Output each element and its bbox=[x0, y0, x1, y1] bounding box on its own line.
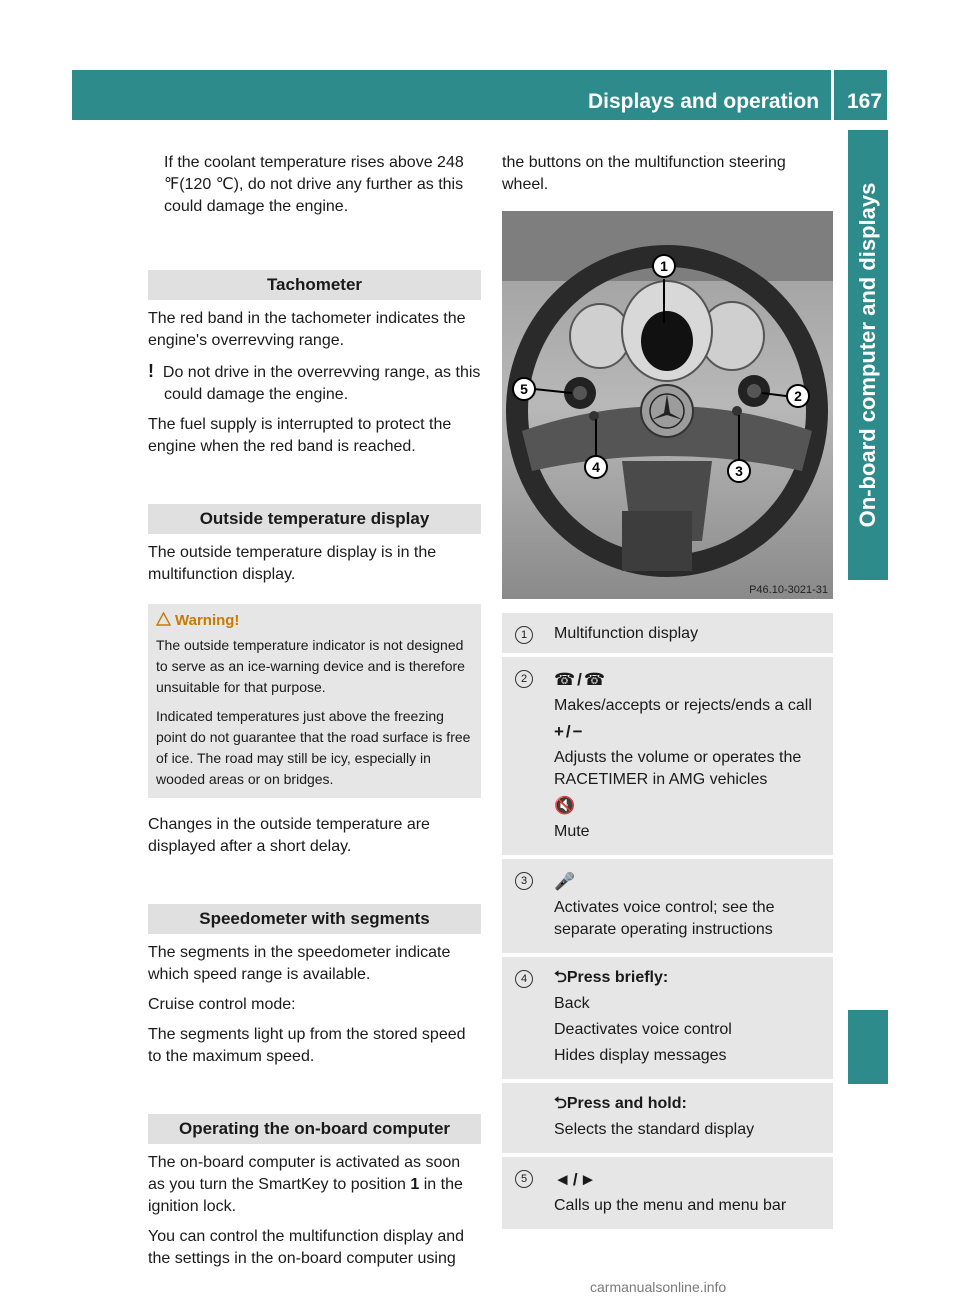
legend-table bbox=[502, 609, 833, 1233]
side-tab-label: On-board computer and displays bbox=[855, 182, 880, 528]
back-icon: ⮌ bbox=[554, 969, 567, 986]
callout-1 bbox=[653, 255, 675, 277]
legend-number: 5 bbox=[515, 1170, 533, 1188]
footer-watermark[interactable]: carmanualsonline.info bbox=[590, 1279, 727, 1295]
outside-temp-p2: Changes in the outside temperature are displayed after a short delay. bbox=[148, 816, 430, 855]
volume-icon: +/− bbox=[554, 722, 585, 741]
warning-p1: The outside temperature indicator is not designed to serve as an ice-warning device and is therefore unsuitable for that purpose. bbox=[156, 637, 465, 695]
coolant-note: If the coolant temperature rises above 248 ℉(120 ℃), do not drive any further as this could damage the engine. bbox=[164, 154, 464, 215]
svg-text:1: 1 bbox=[660, 258, 668, 274]
menu-arrows-icon: ◄/► bbox=[554, 1170, 599, 1189]
obc-p2: You can control the multifunction display and the settings in the on-board computer using bbox=[148, 1228, 465, 1267]
obc-heading: Operating the on-board computer bbox=[148, 1114, 481, 1144]
header-separator bbox=[831, 70, 834, 120]
phone-icon: ☎/☎ bbox=[554, 670, 608, 689]
obc-p1-post: in the ignition lock. bbox=[148, 1176, 463, 1215]
warning-title-text: Warning! bbox=[175, 612, 240, 629]
figure-code: P46.10-3021-31 bbox=[749, 584, 828, 596]
left-column bbox=[148, 152, 481, 1278]
tachometer-p1: The red band in the tachometer indicates the engine's overrevving range. bbox=[148, 310, 466, 349]
tachometer-p2: The fuel supply is interrupted to protect the engine when the red band is reached. bbox=[148, 416, 452, 455]
legend-number: 4 bbox=[515, 970, 533, 988]
mute-icon: 🔇 bbox=[554, 796, 578, 815]
svg-text:4: 4 bbox=[592, 459, 600, 475]
legend-text: Deactivates voice control bbox=[554, 1021, 732, 1038]
legend-number: 1 bbox=[515, 626, 533, 644]
speedometer-p1: The segments in the speedometer indicate which speed range is available. bbox=[148, 944, 451, 983]
callout-2 bbox=[787, 385, 809, 407]
speedometer-p3: The segments light up from the stored speed to the maximum speed. bbox=[148, 1026, 466, 1065]
outside-temp-p1: The outside temperature display is in the multifunction display. bbox=[148, 544, 437, 583]
legend-number: 2 bbox=[515, 670, 533, 688]
legend-text: Makes/accepts or rejects/ends a call bbox=[554, 697, 812, 714]
legend-text: Adjusts the volume or operates the RACETIMER in AMG vehicles bbox=[554, 749, 802, 788]
obc-p1-position: 1 bbox=[410, 1176, 420, 1193]
legend-text: Calls up the menu and menu bar bbox=[554, 1197, 787, 1214]
callout-3 bbox=[728, 460, 750, 482]
caution-icon: ! bbox=[148, 361, 154, 381]
legend-row bbox=[502, 859, 833, 953]
legend-row bbox=[502, 1083, 833, 1153]
side-marker bbox=[848, 1010, 888, 1084]
legend-row bbox=[502, 657, 833, 855]
page-number: 167 bbox=[847, 90, 883, 113]
tachometer-warning bbox=[148, 360, 481, 406]
steering-wheel-figure bbox=[502, 211, 833, 599]
svg-text:2: 2 bbox=[794, 388, 802, 404]
warning-title bbox=[156, 610, 473, 631]
svg-text:5: 5 bbox=[520, 381, 528, 397]
svg-text:3: 3 bbox=[735, 463, 743, 479]
warning-triangle-icon bbox=[156, 612, 171, 626]
legend-row bbox=[502, 613, 833, 653]
legend-text: Activates voice control; see the separate operating instructions bbox=[554, 899, 775, 938]
back-icon: ⮌ bbox=[554, 1095, 567, 1112]
obc-p1 bbox=[148, 1152, 481, 1218]
right-intro: the buttons on the multifunction steering wheel. bbox=[502, 154, 786, 193]
legend-number: 3 bbox=[515, 872, 533, 890]
legend-text: Mute bbox=[554, 823, 590, 840]
obc-p1-pre: The on-board computer is activated as soon as you turn the SmartKey to position bbox=[148, 1154, 461, 1193]
legend-row bbox=[502, 1157, 833, 1229]
voice-control-icon: 🎤 bbox=[554, 872, 578, 891]
callout-5 bbox=[513, 378, 535, 400]
speedometer-p2: Cruise control mode: bbox=[148, 996, 296, 1013]
legend-row bbox=[502, 957, 833, 1079]
tachometer-heading: Tachometer bbox=[148, 270, 481, 300]
warning-box bbox=[148, 604, 481, 798]
right-column bbox=[502, 152, 833, 1233]
callout-4 bbox=[585, 456, 607, 478]
legend-text: Hides display messages bbox=[554, 1047, 727, 1064]
legend-text: Multifunction display bbox=[546, 613, 833, 653]
speedometer-heading: Speedometer with segments bbox=[148, 904, 481, 934]
warning-p2: Indicated temperatures just above the freezing point do not guarantee that the road surface is free of ice. The road may still be icy, especially in wooded areas or on bridges. bbox=[156, 708, 471, 787]
outside-temp-heading: Outside temperature display bbox=[148, 504, 481, 534]
legend-label: Press briefly: bbox=[566, 969, 669, 986]
legend-text: Back bbox=[554, 995, 590, 1012]
legend-label: Press and hold: bbox=[566, 1095, 687, 1112]
header-title: Displays and operation bbox=[588, 90, 820, 113]
legend-text: Selects the standard display bbox=[554, 1121, 755, 1138]
tachometer-warning-text: Do not drive in the overrevving range, as this could damage the engine. bbox=[162, 364, 481, 403]
